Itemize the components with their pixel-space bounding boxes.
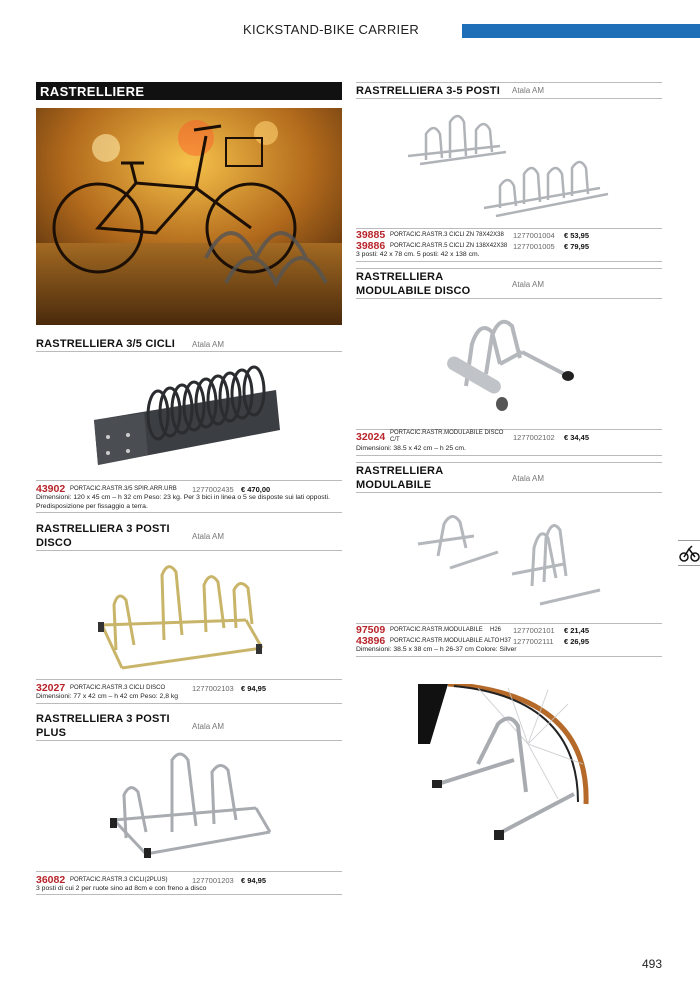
product-desc: PORTACIC.RASTR.3 CICLI DISCO xyxy=(70,685,166,691)
product-note: Predisposizione per fissaggio a terra. xyxy=(36,503,148,510)
product-code: 39885 xyxy=(356,229,386,241)
product-title: RASTRELLIERA 3-5 POSTI xyxy=(356,85,500,97)
product-title-line2: MODULABILE xyxy=(356,479,432,491)
product-desc: PORTACIC.RASTR.3/5 SPIR.ARR.URB xyxy=(70,486,177,492)
product-dimensions: Dimensioni: 77 x 42 cm – h 42 cm Peso: 2,8 kg xyxy=(36,693,179,700)
product-title-line2: PLUS xyxy=(36,727,67,739)
product-brand: Atala AM xyxy=(192,340,225,349)
product-code: 43902 xyxy=(36,483,66,495)
product-price: € 94,95 xyxy=(241,876,267,885)
product-dimensions: Dimensioni: 120 x 45 cm – h 32 cm Peso: 23 kg. Per 3 bici in linea o 5 se disposte sui lati opposti. xyxy=(36,494,330,501)
product-desc: PORTACIC.RASTR.MODULABILE xyxy=(390,627,483,633)
product-code: 36082 xyxy=(36,874,66,886)
article-number: 1277002102 xyxy=(513,433,555,442)
product-price: € 470,00 xyxy=(241,485,271,494)
divider xyxy=(36,512,342,513)
bike-rack-modulabile-image xyxy=(414,508,604,608)
product-code: 32024 xyxy=(356,431,386,443)
product-brand: Atala AM xyxy=(512,86,545,95)
product-title: RASTRELLIERA 3/5 CICLI xyxy=(36,338,176,350)
bike-category-tab xyxy=(678,540,700,566)
article-number: 1277002435 xyxy=(192,485,234,494)
product-price: € 21,45 xyxy=(564,626,590,635)
product-code: 39886 xyxy=(356,240,386,252)
article-number: 1277001004 xyxy=(513,231,555,240)
divider xyxy=(356,98,662,99)
divider xyxy=(356,82,662,83)
product-code: 43896 xyxy=(356,635,386,647)
article-number: 1277001005 xyxy=(513,242,555,251)
product-title: RASTRELLIERA xyxy=(356,465,444,477)
divider xyxy=(356,268,662,269)
divider xyxy=(356,455,662,456)
divider xyxy=(36,480,342,481)
product-desc: PORTACIC.RASTR.5 CICLI ZN 138X42X38 xyxy=(390,243,508,249)
bike-on-stand-photo xyxy=(418,684,590,844)
divider xyxy=(36,894,342,895)
product-price: € 34,45 xyxy=(564,433,590,442)
product-desc: PORTACIC.RASTR.3 CICLI ZN 78X42X38 xyxy=(390,232,504,238)
product-title-line2: DISCO xyxy=(36,537,72,549)
product-title-line2: MODULABILE DISCO xyxy=(356,285,471,297)
bike-rack-plus-image xyxy=(106,750,272,860)
product-row xyxy=(356,429,662,443)
product-desc: PORTACIC.RASTR.3 CICLI(2PLUS) xyxy=(70,877,168,883)
header-accent-bar xyxy=(462,24,700,38)
product-code: 32027 xyxy=(36,682,66,694)
article-number: 1277001203 xyxy=(192,876,234,885)
article-number: 1277002111 xyxy=(513,637,554,646)
bike-rack-spiral-image xyxy=(88,365,288,475)
article-number: 1277002101 xyxy=(513,626,555,635)
divider xyxy=(356,298,662,299)
bike-rack-disco-image xyxy=(96,560,266,672)
divider xyxy=(36,871,342,872)
product-title: RASTRELLIERA xyxy=(356,271,444,283)
product-dimensions: 3 posti: 42 x 78 cm. 5 posti: 42 x 138 cm. xyxy=(356,251,480,258)
divider xyxy=(36,550,342,551)
product-variant: H26 xyxy=(490,627,502,633)
product-variant: H37 xyxy=(500,638,512,644)
product-price: € 94,95 xyxy=(241,684,267,693)
product-row xyxy=(356,229,662,240)
product-brand: Atala AM xyxy=(192,532,225,541)
divider xyxy=(36,351,342,352)
bike-rack-3-5-image xyxy=(404,112,612,220)
section-title: RASTRELLIERE xyxy=(36,82,342,100)
product-desc: PORTACIC.RASTR.MODULABILE DISCO xyxy=(390,430,504,436)
product-title: RASTRELLIERA 3 POSTI xyxy=(36,523,170,535)
product-price: € 26,95 xyxy=(564,637,590,646)
divider xyxy=(36,703,342,704)
divider xyxy=(356,656,662,657)
product-brand: Atala AM xyxy=(512,474,545,483)
product-title: RASTRELLIERA 3 POSTI xyxy=(36,713,170,725)
product-dimensions: Dimensioni: 38.5 x 38 cm – h 26-37 cm Colore: Silver xyxy=(356,646,517,653)
product-row xyxy=(356,624,662,635)
divider xyxy=(36,740,342,741)
article-number: 1277002103 xyxy=(192,684,234,693)
divider xyxy=(356,462,662,463)
product-price: € 79,95 xyxy=(564,242,590,251)
divider xyxy=(356,492,662,493)
bike-rack-modulabile-disco-image xyxy=(436,314,578,414)
divider xyxy=(36,679,342,680)
product-brand: Atala AM xyxy=(192,722,225,731)
product-dimensions: 3 posti di cui 2 per ruote sino ad 8cm e con freno a disco xyxy=(36,885,207,892)
page-number: 493 xyxy=(641,957,662,971)
product-price: € 53,95 xyxy=(564,231,590,240)
divider xyxy=(356,261,662,262)
page-header-title: KICKSTAND-BIKE CARRIER xyxy=(243,22,420,37)
product-desc-line2: C/T xyxy=(390,437,400,443)
bicycle-photo xyxy=(36,108,342,325)
product-brand: Atala AM xyxy=(512,280,545,289)
product-dimensions: Dimensioni: 38.5 x 42 cm – h 25 cm. xyxy=(356,445,466,452)
product-code: 97509 xyxy=(356,624,386,636)
product-desc: PORTACIC.RASTR.MODULABILE ALTO xyxy=(390,638,500,644)
